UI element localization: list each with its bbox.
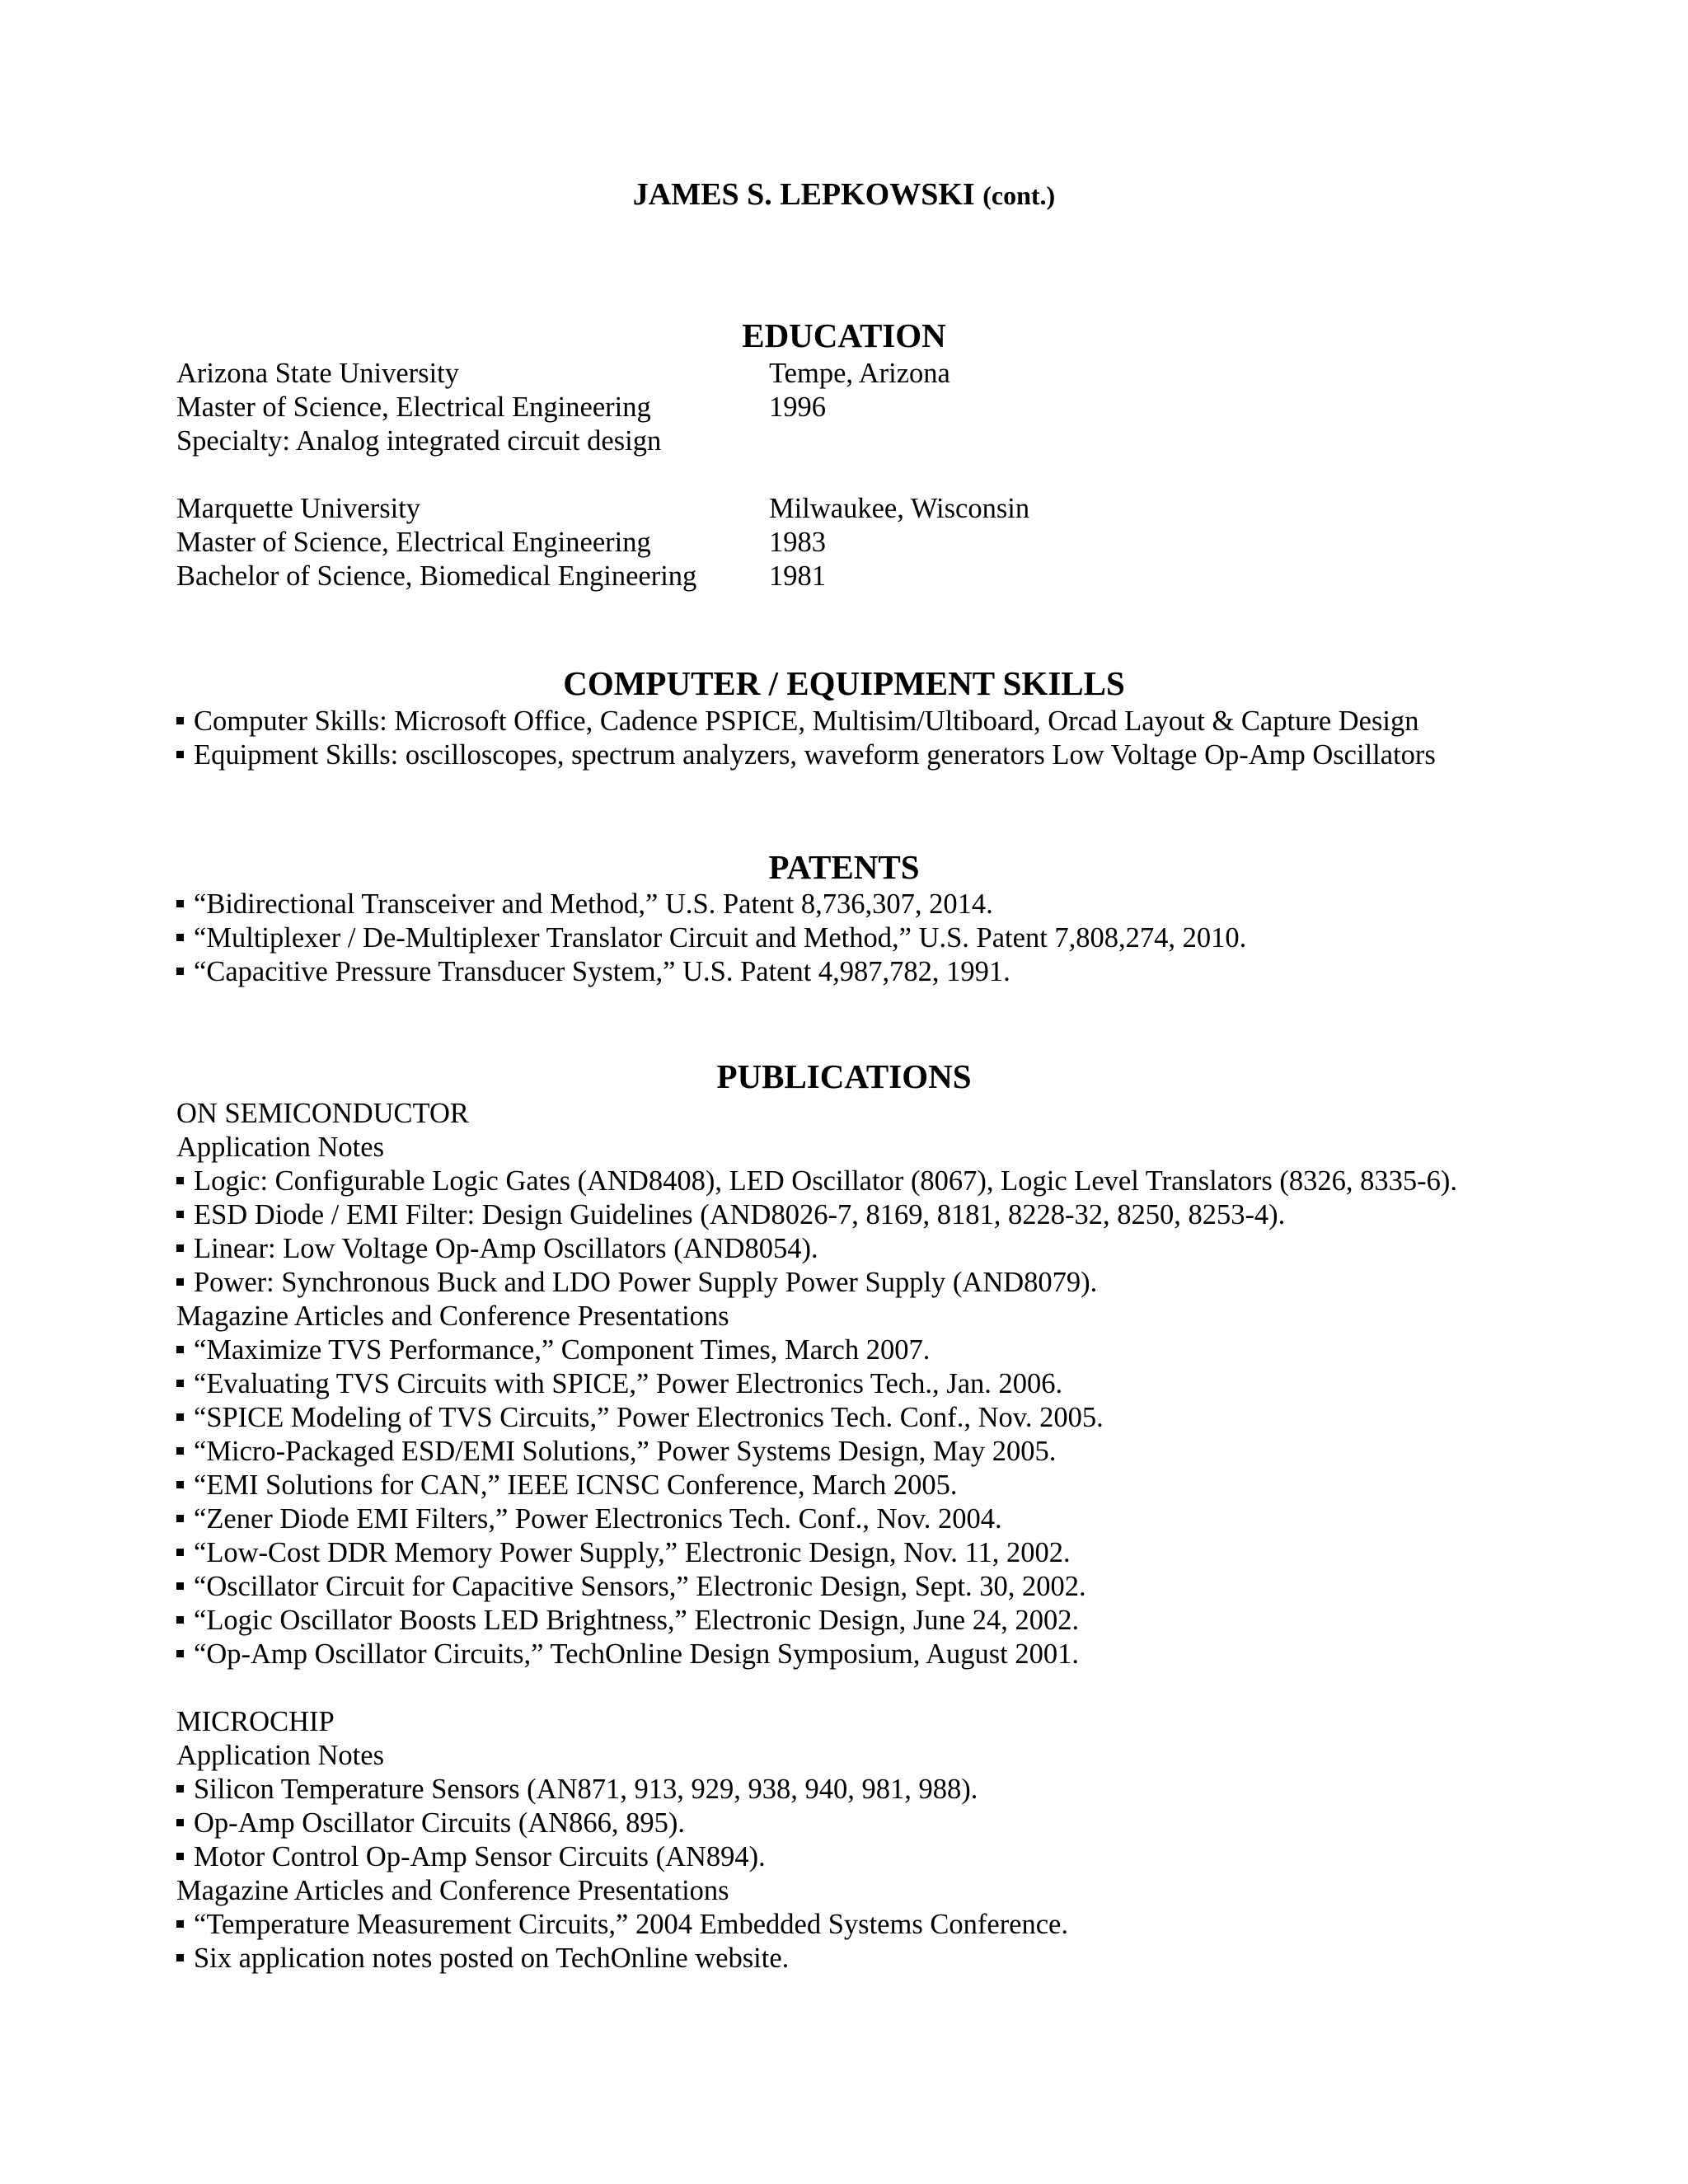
list-item-text: Silicon Temperature Sensors (AN871, 913, 929, 938, 940, 981, 988). xyxy=(194,1774,978,1805)
list-item-text: “Op-Amp Oscillator Circuits,” TechOnline Design Symposium, August 2001. xyxy=(194,1638,1080,1670)
list-item-text: Power: Synchronous Buck and LDO Power Supply Power Supply (AND8079). xyxy=(194,1267,1098,1298)
publications-heading: PUBLICATIONS xyxy=(716,1057,972,1095)
patents-heading: PATENTS xyxy=(768,848,920,886)
list-item xyxy=(176,1942,789,1975)
subsection-label: Application Notes xyxy=(176,1740,384,1771)
list-item xyxy=(176,1807,685,1840)
page-title xyxy=(0,175,1688,215)
list-item-text: “Maximize TVS Performance,” Component Times, March 2007. xyxy=(194,1334,931,1366)
list-item-text: Six application notes posted on TechOnline website. xyxy=(194,1943,790,1974)
company-label: ON SEMICONDUCTOR xyxy=(176,1098,469,1129)
bullet-icon xyxy=(176,1346,184,1353)
education-year: 1983 xyxy=(769,527,826,558)
bullet-icon xyxy=(176,968,184,975)
list-item-text: “SPICE Modeling of TVS Circuits,” Power Electronics Tech. Conf., Nov. 2005. xyxy=(194,1402,1104,1433)
subsection-label: Magazine Articles and Conference Presentations xyxy=(176,1301,729,1332)
list-item-text: Linear: Low Voltage Op-Amp Oscillators (AND8054). xyxy=(194,1233,818,1264)
education-year: 1996 xyxy=(769,391,826,423)
list-item-text: “Temperature Measurement Circuits,” 2004 Embedded Systems Conference. xyxy=(194,1909,1068,1940)
bullet-icon xyxy=(176,1650,184,1657)
bullet-icon xyxy=(176,1481,184,1488)
list-item-text: Computer Skills: Microsoft Office, Cadence PSPICE, Multisim/Ultiboard, Orcad Layout & Capture Design xyxy=(194,705,1419,737)
list-item xyxy=(176,1638,1079,1671)
list-item xyxy=(176,1401,1104,1435)
subsection-label: Magazine Articles and Conference Presentations xyxy=(176,1875,729,1906)
list-item-text: “Oscillator Circuit for Capacitive Sensors,” Electronic Design, Sept. 30, 2002. xyxy=(194,1571,1086,1602)
education-specialty: Specialty: Analog integrated circuit design xyxy=(176,425,662,457)
education-location: Tempe, Arizona xyxy=(769,358,950,389)
education-degree: Master of Science, Electrical Engineering xyxy=(176,527,651,558)
list-item-text: “Evaluating TVS Circuits with SPICE,” Power Electronics Tech., Jan. 2006. xyxy=(194,1368,1063,1399)
list-item xyxy=(176,1570,1086,1604)
list-item xyxy=(176,1536,1071,1570)
list-item xyxy=(176,1333,930,1367)
list-item xyxy=(176,1198,1285,1232)
list-item xyxy=(176,738,1436,772)
bullet-icon xyxy=(176,1616,184,1624)
list-item-text: Motor Control Op-Amp Sensor Circuits (AN894). xyxy=(194,1841,766,1872)
continued-label: (cont.) xyxy=(982,180,1056,210)
bullet-icon xyxy=(176,1819,184,1826)
bullet-icon xyxy=(176,751,184,758)
subsection-label: Application Notes xyxy=(176,1132,384,1163)
list-item xyxy=(176,1840,766,1874)
education-degree: Bachelor of Science, Biomedical Engineering xyxy=(176,560,697,592)
list-item xyxy=(176,955,1010,989)
list-item xyxy=(176,1232,818,1266)
bullet-icon xyxy=(176,1447,184,1455)
list-item xyxy=(176,1367,1062,1401)
list-item-text: Logic: Configurable Logic Gates (AND8408), LED Oscillator (8067), Logic Level Translators (8326, 8335-6). xyxy=(194,1165,1458,1197)
bullet-icon xyxy=(176,1380,184,1387)
list-item xyxy=(176,1435,1056,1469)
list-item xyxy=(176,921,1246,955)
bullet-icon xyxy=(176,1211,184,1218)
bullet-icon xyxy=(176,717,184,724)
bullet-icon xyxy=(176,1549,184,1556)
list-item-text: “Bidirectional Transceiver and Method,” U.S. Patent 8,736,307, 2014. xyxy=(194,888,993,920)
bullet-icon xyxy=(176,1413,184,1421)
list-item-text: “Zener Diode EMI Filters,” Power Electronics Tech. Conf., Nov. 2004. xyxy=(194,1503,1002,1535)
list-item xyxy=(176,888,993,921)
bullet-icon xyxy=(176,1278,184,1286)
education-school: Marquette University xyxy=(176,493,421,524)
bullet-icon xyxy=(176,1853,184,1860)
bullet-icon xyxy=(176,1920,184,1928)
bullet-icon xyxy=(176,934,184,941)
list-item xyxy=(176,1773,978,1807)
list-item-text: “EMI Solutions for CAN,” IEEE ICNSC Conference, March 2005. xyxy=(194,1469,958,1501)
list-item xyxy=(176,1908,1068,1942)
education-heading: EDUCATION xyxy=(742,316,946,354)
list-item-text: Equipment Skills: oscilloscopes, spectrum analyzers, waveform generators Low Voltage Op-Amp Oscillators xyxy=(194,739,1436,771)
education-year: 1981 xyxy=(769,560,826,592)
list-item xyxy=(176,705,1419,738)
bullet-icon xyxy=(176,900,184,907)
list-item xyxy=(176,1469,958,1502)
list-item-text: “Capacitive Pressure Transducer System,” U.S. Patent 4,987,782, 1991. xyxy=(194,956,1010,987)
list-item-text: “Logic Oscillator Boosts LED Brightness,” Electronic Design, June 24, 2002. xyxy=(194,1605,1080,1636)
skills-heading: COMPUTER / EQUIPMENT SKILLS xyxy=(563,664,1125,702)
list-item xyxy=(176,1502,1002,1536)
company-label: MICROCHIP xyxy=(176,1706,335,1737)
bullet-icon xyxy=(176,1515,184,1522)
list-item-text: “Multiplexer / De-Multiplexer Translator Circuit and Method,” U.S. Patent 7,808,274, 2010. xyxy=(194,922,1247,954)
bullet-icon xyxy=(176,1244,184,1252)
list-item-text: “Micro-Packaged ESD/EMI Solutions,” Power Systems Design, May 2005. xyxy=(194,1436,1057,1467)
education-location: Milwaukee, Wisconsin xyxy=(769,493,1030,524)
list-item-text: ESD Diode / EMI Filter: Design Guidelines (AND8026-7, 8169, 8181, 8228-32, 8250, 8253-4). xyxy=(194,1199,1286,1230)
education-school: Arizona State University xyxy=(176,358,459,389)
list-item xyxy=(176,1266,1097,1300)
bullet-icon xyxy=(176,1177,184,1184)
list-item xyxy=(176,1165,1457,1198)
list-item-text: “Low-Cost DDR Memory Power Supply,” Electronic Design, Nov. 11, 2002. xyxy=(194,1537,1071,1568)
list-item xyxy=(176,1604,1079,1638)
bullet-icon xyxy=(176,1582,184,1590)
bullet-icon xyxy=(176,1954,184,1961)
education-degree: Master of Science, Electrical Engineering xyxy=(176,391,651,423)
bullet-icon xyxy=(176,1785,184,1793)
candidate-name: JAMES S. LEPKOWSKI xyxy=(632,177,975,212)
list-item-text: Op-Amp Oscillator Circuits (AN866, 895). xyxy=(194,1807,686,1839)
